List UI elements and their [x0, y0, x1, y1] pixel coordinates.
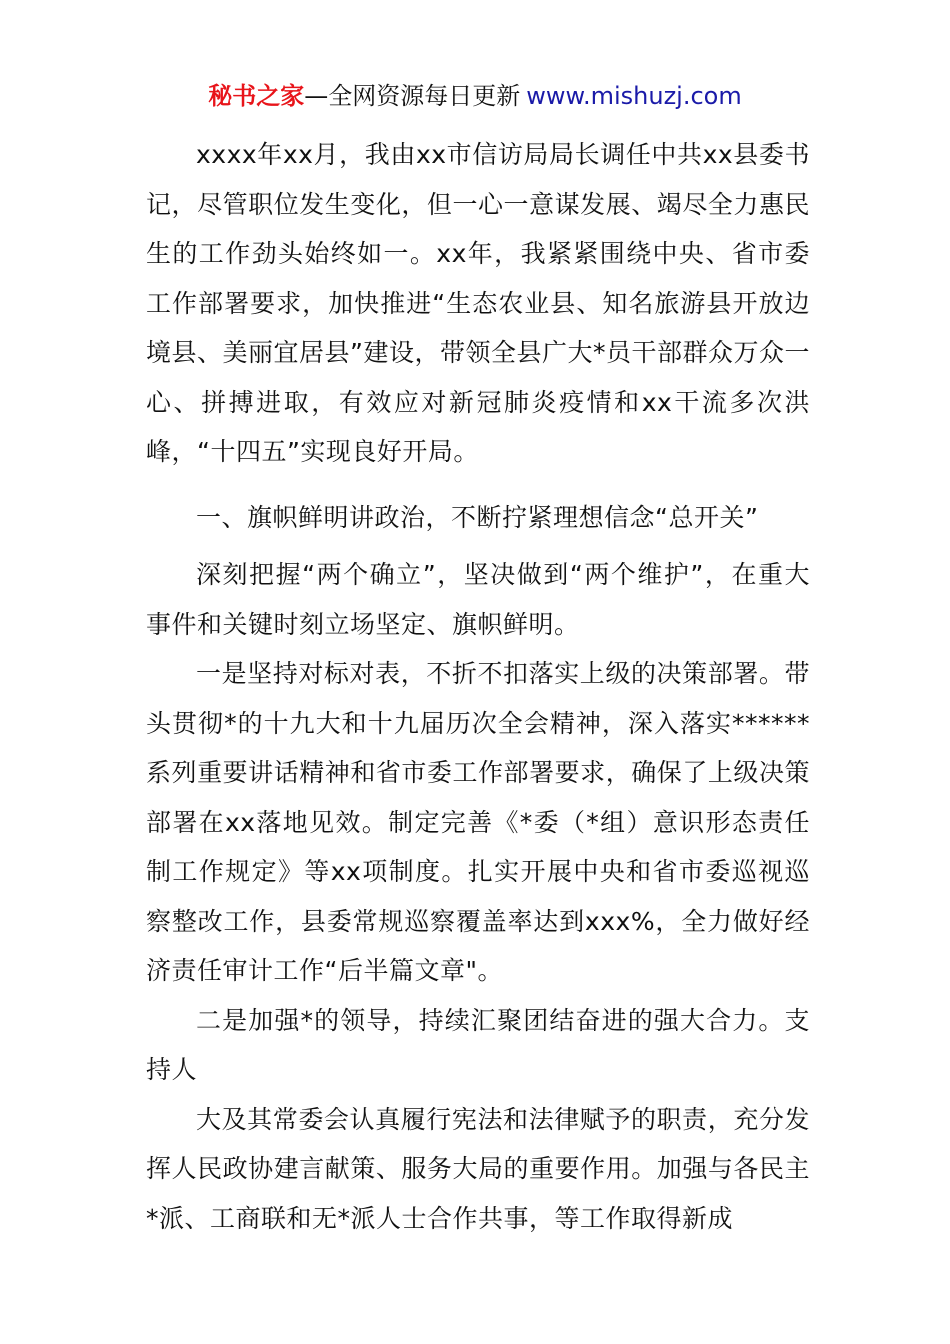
site-url-link[interactable]: www.mishuzj.com: [526, 82, 742, 110]
paragraph-point-one: 一是坚持对标对表，不折不扣落实上级的决策部署。带头贯彻*的十九大和十九届历次全会精神，深入落实******系列重要讲话精神和省市委工作部署要求，确保了上级决策部署在xx落地见效。制定完善《*委（*组）意识形态责任制工作规定》等xx项制度。扎实开展中央和省市委巡视巡察整改工作，县委常规巡察覆盖率达到xxx%，全力做好经济责任审计工作“后半篇文章"。: [146, 659, 810, 985]
paragraph-continuation: 大及其常委会认真履行宪法和法律赋予的职责，充分发挥人民政协建言献策、服务大局的重要作用。加强与各民主*派、工商联和无*派人士合作共事，等工作取得新成: [146, 1104, 810, 1233]
paragraph-section-summary: 深刻把握“两个确立”，坚决做到“两个维护”，在重大事件和关键时刻立场坚定、旗帜鲜明。: [146, 560, 810, 639]
paragraph-intro: xxxx年xx月，我由xx市信访局局长调任中共xx县委书记，尽管职位发生变化，但一心一意谋发展、竭尽全力惠民生的工作劲头始终如一。xx年，我紧紧围绕中央、省市委工作部署要求，加快推进“生态农业县、知名旅游县开放边境县、美丽宜居县”建设，带领全县广大*员干部群众万众一心、拼搏进取，有效应对新冠肺炎疫情和xx干流多次洪峰，“十四五”实现良好开局。: [146, 140, 810, 466]
brand-name: 秘书之家: [208, 82, 305, 110]
header-tagline: —全网资源每日更新: [304, 82, 521, 110]
paragraph-point-two: 二是加强*的领导，持续汇聚团结奋进的强大合力。支持人: [146, 1005, 810, 1084]
site-header: [0, 80, 950, 112]
section-heading: 一、旗帜鲜明讲政治，不断拧紧理想信念“总开关”: [196, 502, 759, 532]
document-body: [146, 130, 810, 1243]
